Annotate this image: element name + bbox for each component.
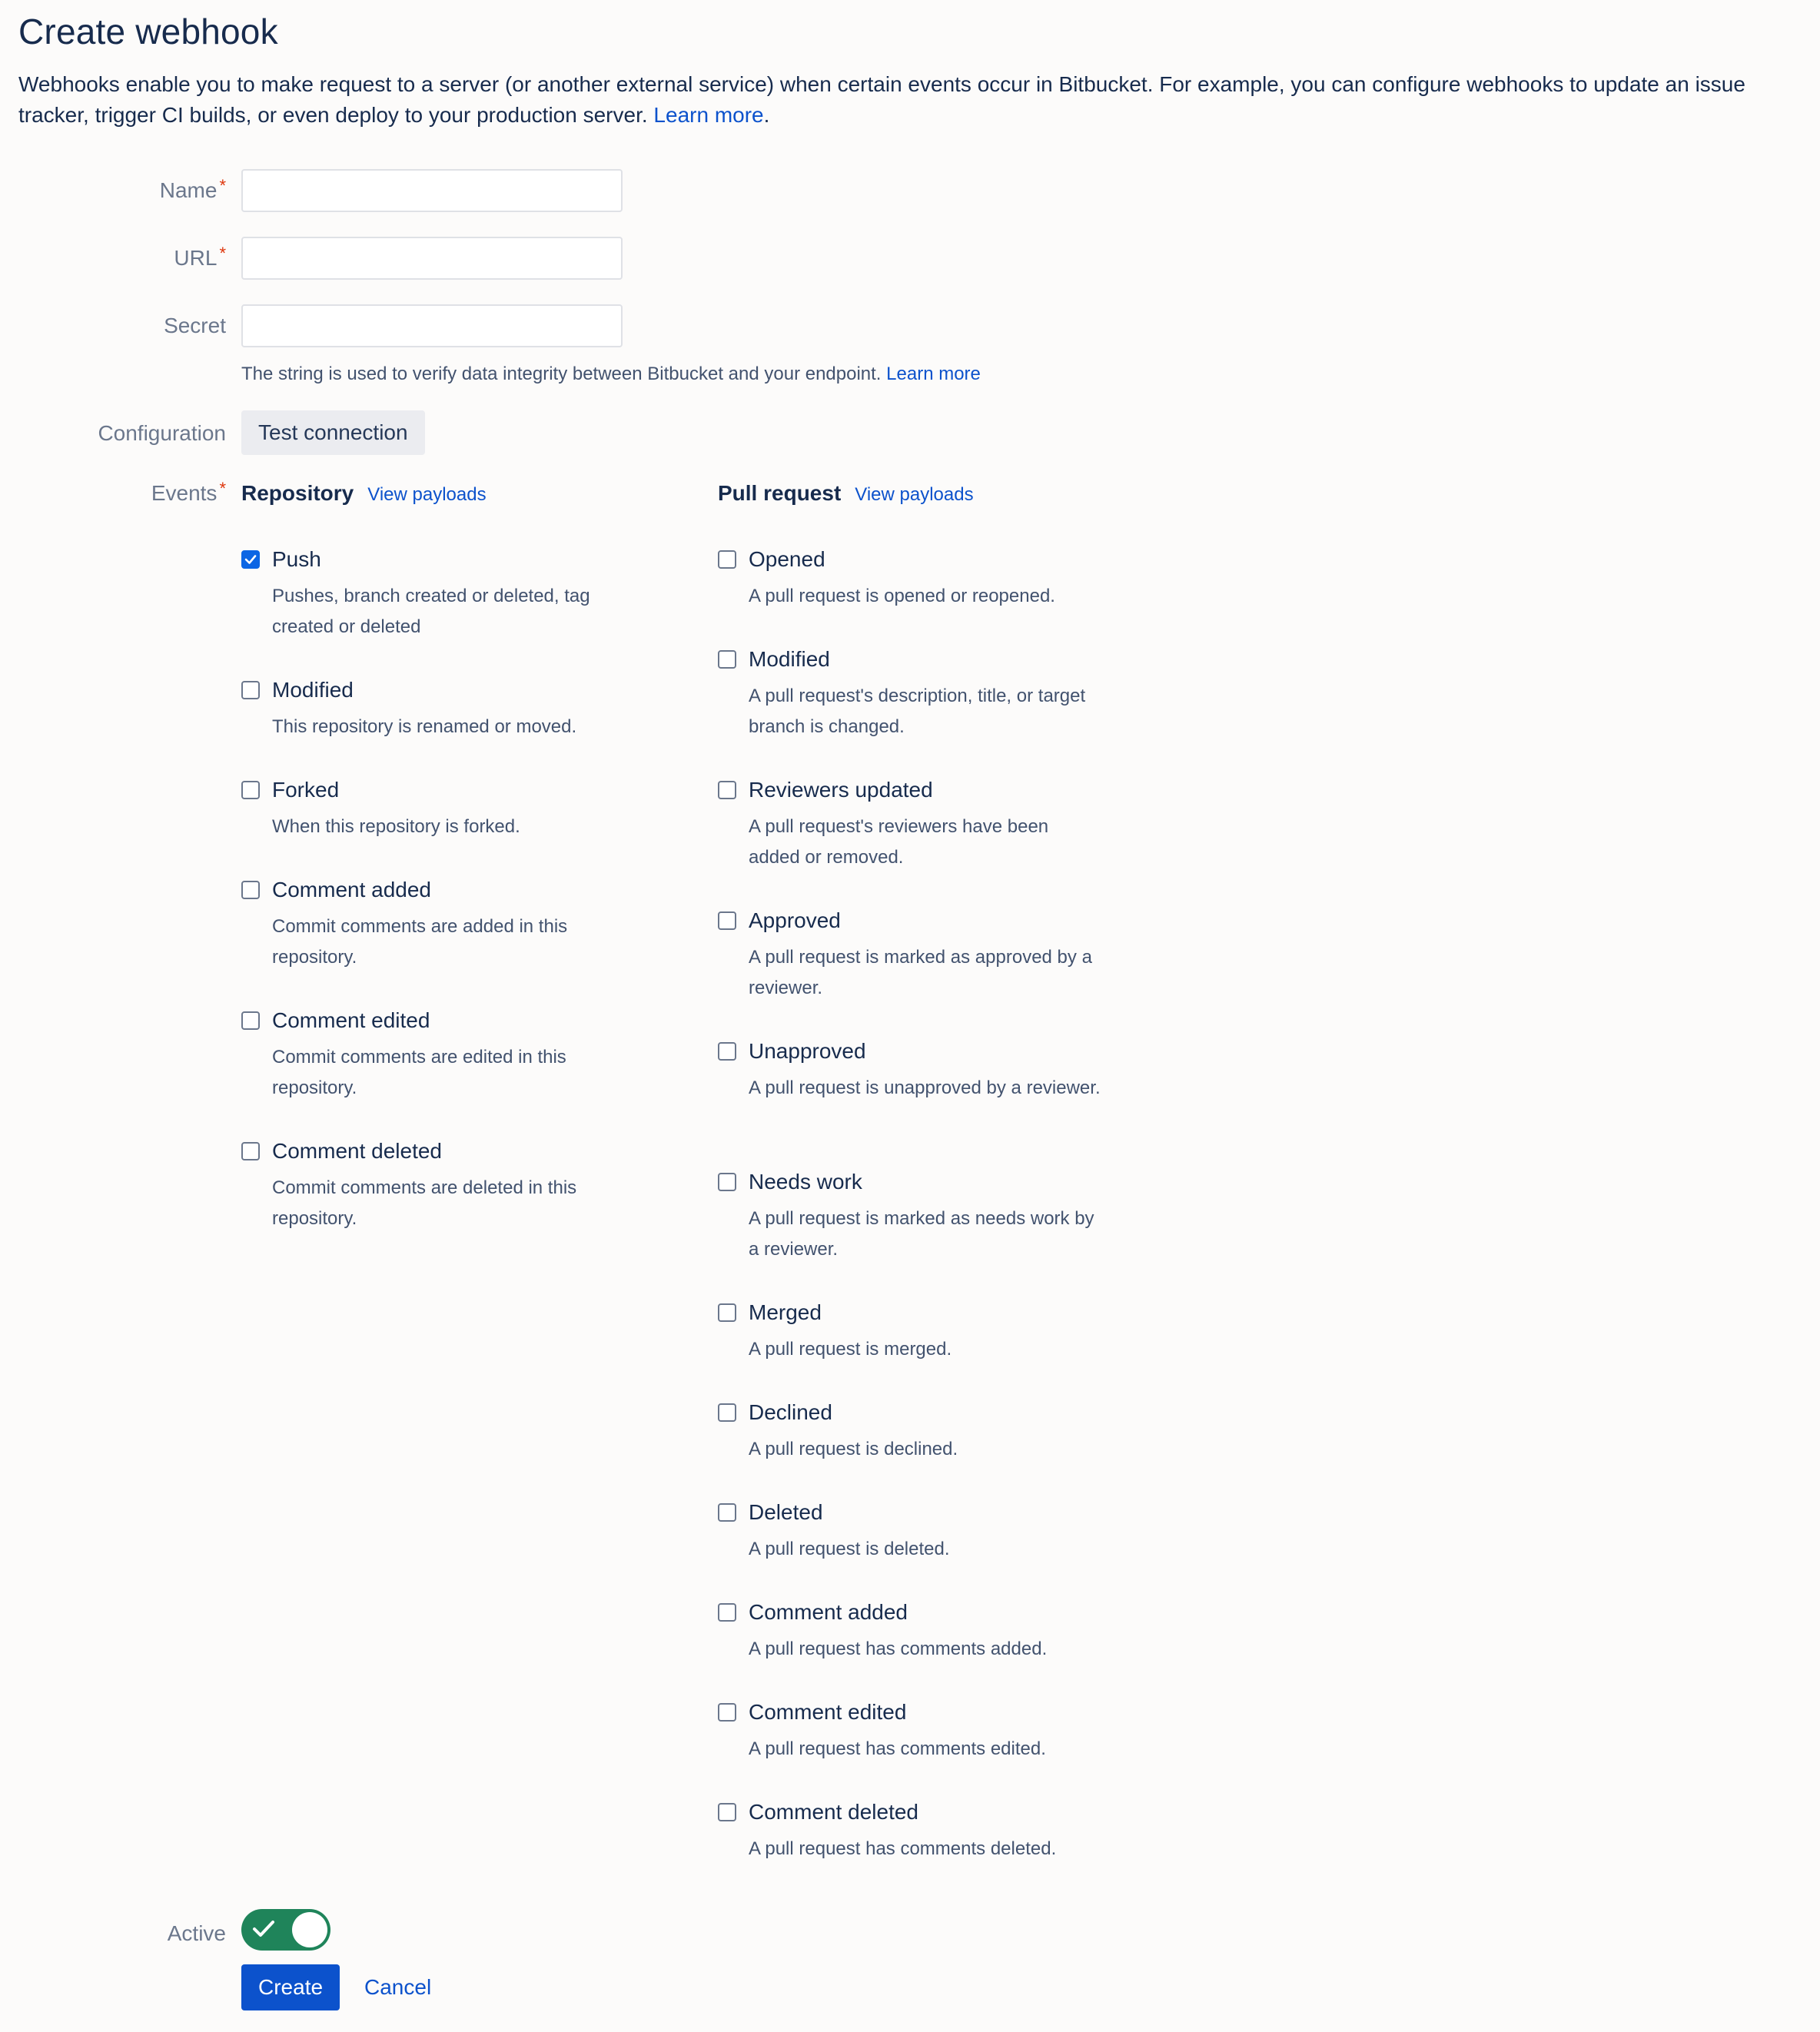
active-label: Active [167, 1921, 226, 1945]
pull-request-header [718, 481, 974, 515]
secret-label [26, 310, 226, 341]
event-label[interactable]: Declined [749, 1400, 832, 1424]
checkbox[interactable] [718, 1603, 736, 1622]
event-label[interactable]: Modified [272, 678, 354, 702]
event-description: A pull request is deleted. [749, 1539, 950, 1559]
events-label [26, 478, 226, 509]
event-description: This repository is renamed or moved. [272, 716, 577, 737]
event-label[interactable]: Unapproved [749, 1039, 866, 1063]
test-connection-button[interactable]: Test connection [241, 410, 425, 455]
event-description: A pull request's reviewers have been added or removed. [749, 816, 1049, 868]
event-description: A pull request is opened or reopened. [749, 586, 1055, 606]
name-label [26, 175, 226, 206]
checkbox[interactable] [718, 1503, 736, 1522]
event-label[interactable]: Comment deleted [749, 1800, 919, 1824]
secret-label-row [18, 310, 226, 341]
check-icon [252, 1919, 275, 1943]
pull-request-events-column [718, 481, 1101, 1859]
checkbox[interactable] [241, 1142, 260, 1160]
required-asterisk: * [219, 244, 226, 263]
checkbox[interactable] [241, 1011, 260, 1030]
event-description: When this repository is forked. [272, 816, 520, 837]
name-label-row [18, 175, 226, 206]
event-description: A pull request is unapproved by a reviewer. [749, 1077, 1101, 1098]
create-button[interactable]: Create [241, 1964, 340, 2010]
url-input[interactable] [241, 237, 623, 280]
event-label[interactable]: Comment added [749, 1600, 908, 1624]
checkbox[interactable] [718, 1173, 736, 1191]
secret-learn-more-link[interactable]: Learn more [886, 364, 981, 384]
event-description: A pull request has comments deleted. [749, 1838, 1057, 1859]
configuration-label-row [18, 418, 226, 449]
name-input[interactable] [241, 169, 623, 212]
event-label[interactable]: Deleted [749, 1500, 823, 1524]
toggle-knob [292, 1912, 327, 1947]
event-description: A pull request is merged. [749, 1339, 952, 1360]
checkmark-icon [244, 553, 257, 566]
event-label[interactable]: Forked [272, 778, 340, 802]
checkbox[interactable] [718, 1042, 736, 1061]
intro-period: . [763, 103, 770, 127]
event-description: A pull request has comments edited. [749, 1738, 1046, 1759]
checkbox[interactable] [241, 781, 260, 799]
events-label-text: Events [151, 481, 218, 505]
checkbox[interactable] [718, 1403, 736, 1422]
cancel-button[interactable]: Cancel [358, 1964, 437, 2010]
required-asterisk: * [219, 176, 226, 195]
event-description: A pull request's description, title, or target branch is changed. [749, 686, 1086, 737]
secret-help-description: The string is used to verify data integrity between Bitbucket and your endpoint. [241, 364, 882, 384]
event-label[interactable]: Comment deleted [272, 1139, 443, 1163]
event-description: Commit comments are deleted in this repository. [272, 1177, 577, 1229]
checkbox[interactable] [718, 781, 736, 799]
event-description: Pushes, branch created or deleted, tag created or deleted [272, 586, 590, 637]
repository-events-column [241, 481, 590, 1229]
event-description: A pull request is declined. [749, 1439, 958, 1459]
repository-header [241, 481, 487, 515]
checkbox[interactable] [241, 881, 260, 899]
intro-description: Webhooks enable you to make request to a server (or another external service) when certain events occur in Bitbucket. For example, you can configure webhooks to update an issue tracker, trigger CI builds, or even deploy to your production server. [18, 72, 1745, 127]
event-label[interactable]: Modified [749, 647, 830, 671]
event-description: A pull request is marked as approved by a reviewer. [749, 947, 1092, 998]
pull-request-heading: Pull request [718, 481, 842, 505]
required-asterisk: * [219, 479, 226, 498]
url-label-row [18, 243, 226, 274]
repository-view-payloads-link[interactable]: View payloads [367, 484, 487, 505]
checkbox[interactable] [718, 1303, 736, 1322]
event-description: Commit comments are edited in this repository. [272, 1047, 566, 1098]
active-toggle[interactable] [241, 1909, 330, 1951]
event-label[interactable]: Needs work [749, 1170, 862, 1194]
events-label-row [18, 478, 226, 509]
checkbox[interactable] [241, 681, 260, 699]
page-title: Create webhook [18, 12, 278, 51]
checkbox[interactable] [718, 1703, 736, 1722]
checkbox[interactable] [718, 550, 736, 569]
checkbox-checked[interactable] [241, 550, 260, 569]
event-label[interactable]: Comment edited [749, 1700, 907, 1724]
event-label[interactable]: Reviewers updated [749, 778, 933, 802]
event-label[interactable]: Push [272, 547, 321, 571]
configuration-label: Configuration [98, 421, 226, 445]
event-label[interactable]: Approved [749, 908, 841, 932]
checkbox[interactable] [718, 1803, 736, 1821]
active-label-row [18, 1918, 226, 1949]
repository-heading: Repository [241, 481, 354, 505]
event-description: A pull request is marked as needs work by a reviewer. [749, 1208, 1094, 1260]
secret-input[interactable] [241, 304, 623, 347]
event-label[interactable]: Comment edited [272, 1008, 430, 1032]
secret-help-text [241, 361, 981, 387]
event-description: Commit comments are added in this repository. [272, 916, 568, 968]
event-label[interactable]: Merged [749, 1300, 822, 1324]
event-label[interactable]: Comment added [272, 878, 432, 901]
intro-text [18, 69, 1809, 131]
secret-label-text: Secret [164, 314, 226, 337]
event-label[interactable]: Opened [749, 547, 825, 571]
url-label [26, 243, 226, 274]
checkbox[interactable] [718, 650, 736, 669]
url-label-text: URL [174, 246, 218, 270]
event-description: A pull request has comments added. [749, 1639, 1048, 1659]
name-label-text: Name [159, 178, 218, 202]
intro-learn-more-link[interactable]: Learn more [653, 103, 764, 127]
checkbox[interactable] [718, 911, 736, 930]
pull-request-view-payloads-link[interactable]: View payloads [855, 484, 974, 505]
